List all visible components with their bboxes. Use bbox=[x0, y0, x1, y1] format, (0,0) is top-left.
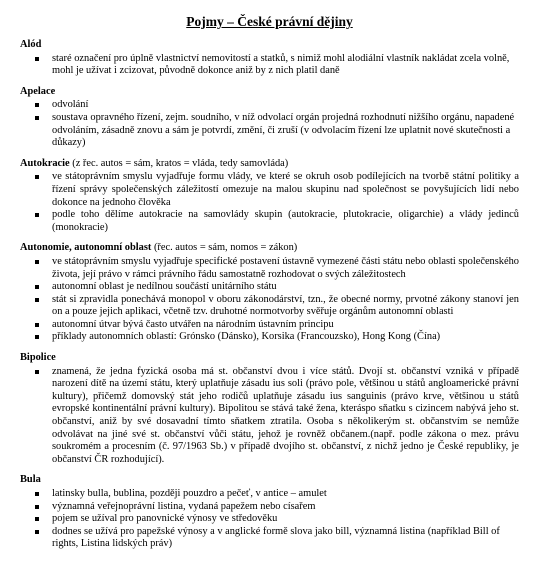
definition-text: odvolání bbox=[52, 99, 89, 111]
page-title: Pojmy – České právní dějiny bbox=[186, 14, 353, 29]
definition-item bbox=[52, 488, 519, 501]
definition-text: soustava opravného řízení, zejm. soudního, v níž odvolací orgán projedná rozhodnutí nižšího orgánu, napadené odvoláním, zásadně znovu a sám je potvrdí, změní, či zruší (v odvolacím řízení lze uplatnit nové skutečnosti a důkazy) bbox=[52, 111, 515, 149]
definition-item bbox=[52, 281, 519, 294]
definition-text: latinsky bulla, bublina, později pouzdro a pečeť, v antice – amulet bbox=[52, 488, 327, 499]
definition-item bbox=[52, 171, 519, 209]
definition-item bbox=[52, 319, 519, 332]
definition-list bbox=[20, 53, 519, 78]
definition-item bbox=[52, 99, 519, 112]
term-heading bbox=[20, 474, 519, 487]
definition-text: podle toho dělíme autokracie na samovlády skupin (autokracie, plutokracie, oligarchie) a vlády jedinců (monokracie) bbox=[52, 209, 519, 233]
term-heading bbox=[20, 242, 519, 255]
section-autokracie bbox=[20, 158, 519, 235]
definition-text: znamená, že jedna fyzická osoba má st. občanství dvou i více států. Dvojí st. občanství vzniká v případě narození dítě na území státu, který uplatňuje zásadu ius soli (právo pole, většinou u států angloamerické právní kultury), přičemž domovský stát jeho rodičů uplatňuje zásadu ius sanguinis (právo krve, většinou u států evropské kontinentální právní kultury). Bipolitou se stává také žena, kteráspo sňatku s cizincem nabývá jeho st. občanství, aniž by své dosavadní tímto sňatkem ztratila. Osoba s několikerým st. občanstvím se nemůže odvolávat na jiné své st. občanství vůči státu, jehož je rovněž občanem.(např. podle zákona o mez. právu soukromém a procesním (č. 97/1963 Sb.) v případě dvojího st. občanství, z nichž jedno je České republiky, je občanství ČR rozhodující). bbox=[52, 365, 519, 465]
definition-list bbox=[20, 99, 519, 149]
term-name: Autonomie, autonomní oblast bbox=[20, 242, 152, 254]
term-name: Apelace bbox=[20, 85, 56, 97]
definition-list bbox=[20, 366, 519, 467]
term-heading bbox=[20, 86, 519, 99]
section-autonomie bbox=[20, 242, 519, 344]
definition-item bbox=[52, 256, 519, 281]
definition-text: významná veřejnoprávní listina, vydaná papežem nebo císařem bbox=[52, 500, 316, 512]
term-heading bbox=[20, 39, 519, 52]
definition-text: ve státoprávním smyslu vyjadřuje specifické postavení ústavně vymezené části státu nebo oblasti společenského života, její právo v rámci právního řádu samostatně rozhodovat o svých záležitostech bbox=[52, 255, 519, 280]
definition-text: staré označení pro úplně vlastnictví nemovitostí a statků, s nimiž mohl alodiální vlastník nakládat zcela volně, mohl je užívat i zcizovat, původně dokonce aniž by z nich platil daně bbox=[52, 52, 510, 77]
definition-item bbox=[52, 513, 519, 526]
definition-item bbox=[52, 112, 519, 150]
definition-text: autonomní útvar bývá často utvářen na národním ústavním principu bbox=[52, 318, 334, 330]
definition-item bbox=[52, 366, 519, 467]
definition-text: stát si zpravidla ponechává monopol v oboru zákonodárství, tzn., že obecné normy, prvotné zákony stanoví jen on a pouze jejich aplikaci, včetně tzv. druhotné normotvorby svěřuje orgánům autonomní oblasti bbox=[52, 293, 519, 318]
definition-item bbox=[52, 526, 519, 551]
term-note: (z řec. autos = sám, kratos = vláda, tedy samovláda) bbox=[69, 157, 289, 169]
definition-text: příklady autonomních oblastí: Grónsko (Dánsko), Korsika (Francouzsko), Hong Kong (Čína) bbox=[52, 331, 441, 343]
definition-item bbox=[52, 294, 519, 319]
term-name: Bula bbox=[20, 474, 41, 486]
term-name: Bipolice bbox=[20, 352, 56, 364]
term-note: (řec. autos = sám, nomos = zákon) bbox=[151, 242, 298, 254]
section-apelace bbox=[20, 86, 519, 150]
definition-item bbox=[52, 53, 519, 78]
definition-list bbox=[20, 171, 519, 234]
term-name: Autokracie bbox=[20, 157, 70, 169]
definition-text: autonomní oblast je nedílnou součástí unitárního státu bbox=[52, 281, 277, 293]
definition-text: pojem se užíval pro panovnické výnosy ve středověku bbox=[52, 513, 278, 525]
definition-list bbox=[20, 488, 519, 551]
term-name: Alód bbox=[20, 39, 42, 50]
definition-item bbox=[52, 209, 519, 234]
definition-text: ve státoprávním smyslu vyjadřuje formu vlády, ve které se okruh osob podílejících na tvorbě státní politiky a řízení správy společenských záležitostí omezuje na malou skupinu nad společnost se povyšujících lidí nebo dokonce na jednoho člověka bbox=[52, 171, 519, 208]
section-alod bbox=[20, 39, 519, 78]
definition-item bbox=[52, 501, 519, 514]
definition-item bbox=[52, 331, 519, 344]
definition-text: dodnes se užívá pro papežské výnosy a v anglické formě slova jako bill, významná listina (například Bill of rights, Listina lidských práv) bbox=[52, 525, 500, 550]
definition-list bbox=[20, 256, 519, 344]
section-bipolice bbox=[20, 352, 519, 466]
term-heading bbox=[20, 352, 519, 365]
term-heading bbox=[20, 158, 519, 171]
section-bula bbox=[20, 474, 519, 551]
